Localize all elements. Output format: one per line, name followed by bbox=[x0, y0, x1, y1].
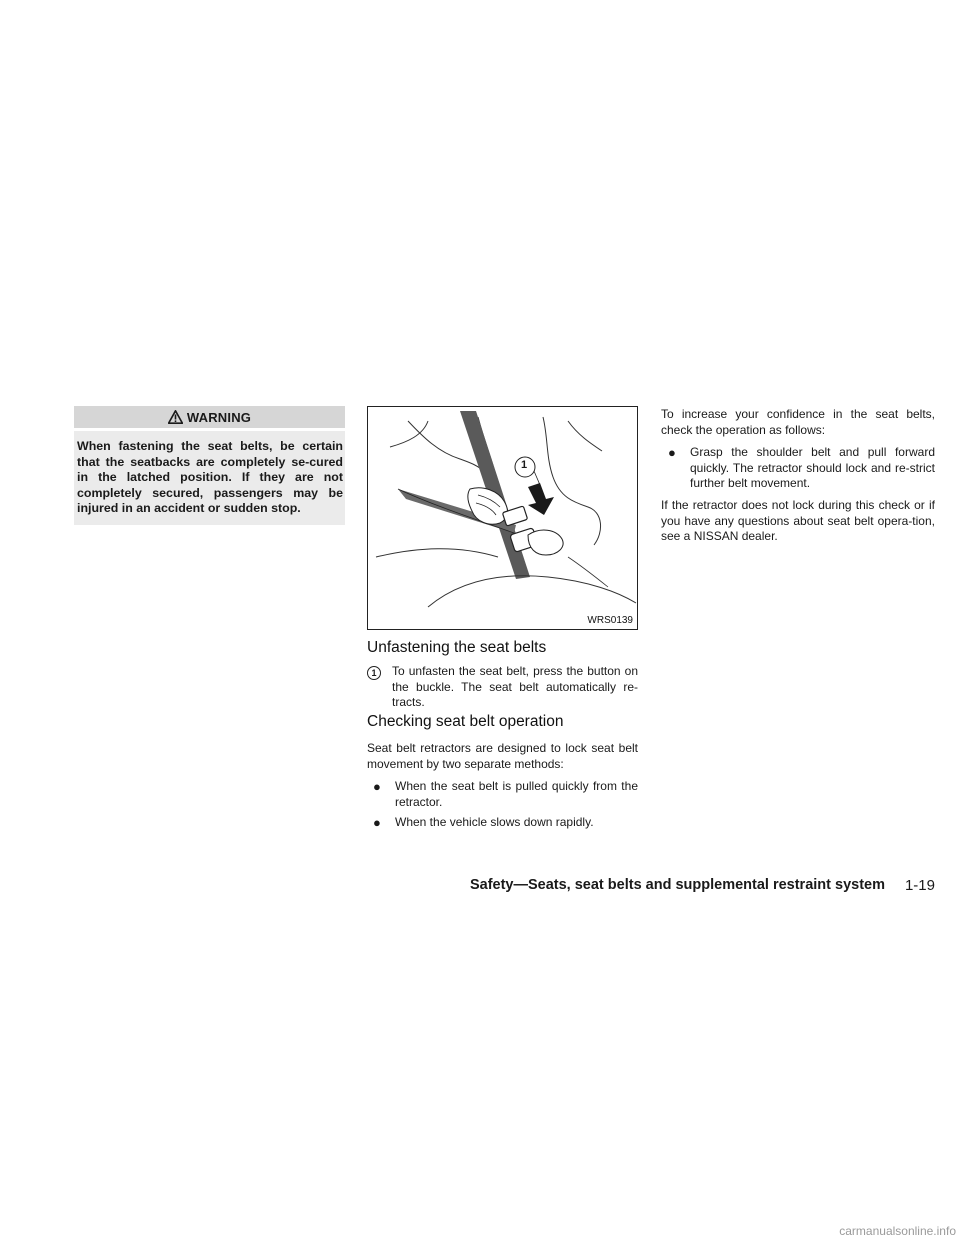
heading-unfastening: Unfastening the seat belts bbox=[367, 639, 547, 656]
footer-section-title: Safety—Seats, seat belts and supplemental restraint system bbox=[469, 877, 885, 893]
right-bullet bbox=[668, 445, 935, 492]
item-number-badge: 1 bbox=[367, 666, 381, 680]
checking-bullet-2 bbox=[373, 815, 638, 831]
illustration-drawing bbox=[368, 407, 638, 630]
watermark: carmanualsonline.info bbox=[839, 1224, 956, 1238]
seat-belt-illustration bbox=[367, 406, 638, 630]
warning-box bbox=[74, 406, 345, 525]
checking-intro: Seat belt retractors are designed to lock seat belt movement by two separate methods: bbox=[367, 741, 638, 771]
bullet-text: When the vehicle slows down rapidly. bbox=[395, 815, 594, 829]
bullet-text: Grasp the shoulder belt and pull forward quickly. The retractor should lock and re-strict further belt movement. bbox=[690, 445, 935, 490]
bullet-dot: ● bbox=[373, 815, 381, 830]
right-closing: If the retractor does not lock during this check or if you have any questions about seat belt opera-tion, see a NISSAN dealer. bbox=[661, 498, 935, 543]
figure-code: WRS0139 bbox=[587, 615, 633, 626]
warning-triangle-icon bbox=[168, 410, 183, 424]
checking-bullet-1 bbox=[373, 779, 638, 810]
heading-checking: Checking seat belt operation bbox=[367, 713, 564, 730]
page-footer bbox=[0, 877, 960, 897]
warning-header bbox=[74, 406, 345, 428]
bullet-text: When the seat belt is pulled quickly from the retractor. bbox=[395, 779, 638, 809]
numbered-item-1 bbox=[367, 664, 638, 711]
right-intro: To increase your confidence in the seat belts, check the operation as follows: bbox=[661, 407, 935, 437]
bullet-dot: ● bbox=[668, 445, 676, 460]
item-text: To unfasten the seat belt, press the button on the buckle. The seat belt automatically re-tracts. bbox=[392, 664, 638, 709]
bullet-dot: ● bbox=[373, 779, 381, 794]
page-number: 1-19 bbox=[904, 877, 935, 894]
warning-text: When fastening the seat belts, be certain that the seatbacks are completely se-cured in the latched position. If they are not completely secured, passengers may be injured in an accident or sudden stop. bbox=[74, 431, 345, 525]
warning-title: WARNING bbox=[186, 409, 252, 425]
figure-callout-1: 1 bbox=[521, 459, 528, 471]
